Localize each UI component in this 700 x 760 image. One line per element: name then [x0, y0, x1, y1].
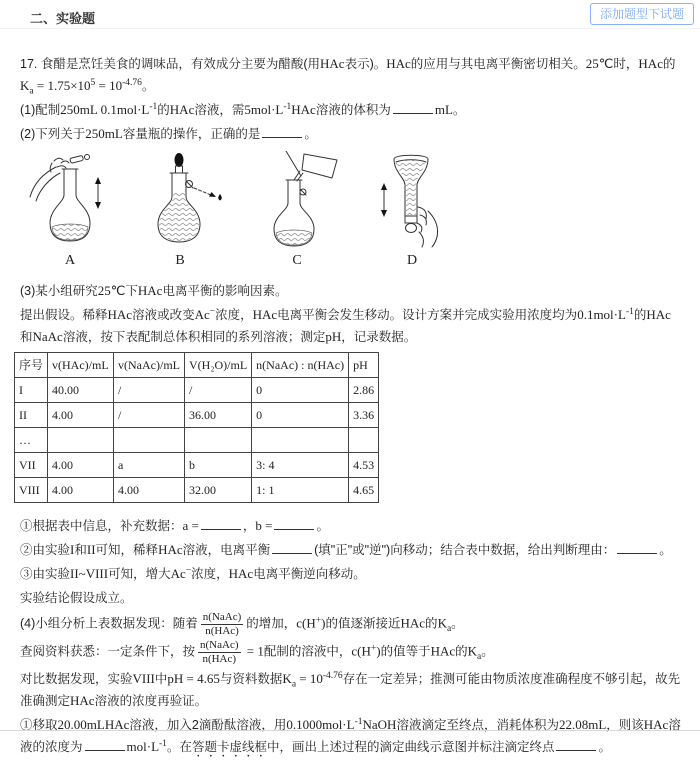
table-header-cell: v(NaAc)/mL: [114, 353, 185, 378]
answer-blank: [556, 737, 596, 751]
table-cell: II: [15, 403, 48, 428]
table-row: [15, 378, 379, 403]
table-row: [15, 428, 379, 453]
table-row: [15, 453, 379, 478]
table-cell: 0: [252, 403, 349, 428]
question-part4-reference: 查阅资料获悉：一定条件下，按 $\frac{\text{n(NaAc)}}{\text{n(HAc)}}$ = 1配制的溶液中，c(H+)的值等于HAc的$K_a$。: [20, 639, 494, 665]
question-part4-step1: ①移取20.00mLHAc溶液，加入2滴酚酞溶液，用$0.1000mol\cdot L^{-1}NaOH$溶液滴定至终点，消耗体积为22.08mL，则该HAc溶液的浓度为 $mol\cdot L^{-1}$。在答题卡虚线框中，画出上述过程的滴定曲线示意图并标注滴定终点 。: [20, 716, 681, 754]
table-cell: 2.86: [349, 378, 379, 403]
table-header-cell: V(H₂O)/mL: [185, 353, 252, 378]
fraction: $\frac{\text{n(NaAc)}}{\text{n(HAc)}}$: [202, 611, 242, 637]
question-part4-finding: (4)小组分析上表数据发现：随着 $\frac{\text{n(NaAc)}}{\text{n(HAc)}}$ 的增加，c(H+)的值逐渐接近HAc的$K_a$。: [20, 611, 464, 637]
page-header: [0, 0, 700, 29]
answer-blank: [617, 540, 657, 554]
experiment-conclusion: 实验结论假设成立。: [20, 591, 133, 605]
table-cell: VII: [15, 453, 48, 478]
answer-blank: [274, 516, 314, 530]
question-part3-hypothesis: 提出假设。稀释HAc溶液或改变Ac−浓度，HAc电离平衡会发生移动。设计方案并完成实验用浓度均为$0.1mol\cdot L^{-1}$的HAc和NaAc溶液，按下表配制总体积相同的系列溶液；测定pH，记录数据。: [20, 306, 671, 344]
flask-shaking-icon: [24, 151, 116, 249]
flask-label-d: D: [406, 253, 418, 268]
table-cell: I: [15, 378, 48, 403]
table-row: [15, 403, 379, 428]
table-cell: [48, 428, 114, 453]
table-cell: 4.00: [114, 478, 185, 503]
answer-blank: [272, 540, 312, 554]
table-cell: 4.00: [48, 403, 114, 428]
section-title: 二、实验题: [30, 11, 96, 26]
table-cell: [185, 428, 252, 453]
answer-blank: [393, 100, 433, 114]
table-cell: [349, 428, 379, 453]
table-header-cell: 序号: [15, 353, 48, 378]
answer-blank: [85, 737, 125, 751]
question-intro: 17. 食醋是烹饪美食的调味品，有效成分主要为醋酸(用HAc表示)。HAc的应用与其电离平衡密切相关。25℃时，HAc的$K_a = 1.75\times 10^5 = 10^{-4.76}$。: [20, 56, 676, 97]
table-cell: 4.65: [349, 478, 379, 503]
table-cell: 1: 1: [252, 478, 349, 503]
experiment-data-table: [14, 352, 379, 503]
table-header-cell: n(NaAc) : n(HAc): [252, 353, 349, 378]
question-part3-intro: (3)某小组研究25℃下HAc电离平衡的影响因素。: [20, 283, 288, 298]
subquestion-1: ①根据表中信息，补充数据：a = ，b = 。: [20, 518, 329, 533]
table-cell: [114, 428, 185, 453]
question-part1: (1)配制250mL $0.1mol\cdot L^{-1}$的HAc溶液，需$5mol\cdot L^{-1}HAc$溶液的体积为 mL。: [20, 101, 466, 117]
table-cell: /: [114, 378, 185, 403]
bottom-divider: [0, 730, 700, 731]
table-cell: 3.36: [349, 403, 379, 428]
fraction: $\frac{\text{n(NaAc)}}{\text{n(HAc)}}$: [200, 639, 239, 665]
answer-blank: [262, 124, 302, 138]
table-header-cell: v(HAc)/mL: [48, 353, 114, 378]
table-cell: /: [185, 378, 252, 403]
table-cell: a: [114, 453, 185, 478]
table-cell: 4.53: [349, 453, 379, 478]
flask-label-b: B: [175, 253, 185, 268]
subquestion-3: ③由实验II~VIII可知，增大Ac−浓度，HAc电离平衡逆向移动。: [20, 565, 366, 581]
table-cell: 32.00: [185, 478, 252, 503]
flask-stoppered-icon: [132, 151, 228, 249]
flask-label-a: A: [64, 253, 76, 268]
answer-blank: [201, 516, 241, 530]
question-body: [0, 29, 700, 760]
table-header-row: [15, 353, 379, 378]
flask-diagrams: [24, 151, 682, 272]
table-cell: /: [114, 403, 185, 428]
flask-pouring-icon: [244, 151, 350, 249]
table-cell: VIII: [15, 478, 48, 503]
table-cell: 3: 4: [252, 453, 349, 478]
flask-label-c: C: [292, 253, 302, 268]
flask-inverted-icon: [366, 151, 458, 249]
flask-diagram-b: [132, 151, 228, 272]
flask-diagram-c: [244, 151, 350, 272]
table-header-cell: pH: [349, 353, 379, 378]
table-cell: b: [185, 453, 252, 478]
question-part2: (2)下列关于250mL容量瓶的操作，正确的是 。: [20, 126, 317, 141]
table-row: [15, 478, 379, 503]
table-cell: 36.00: [185, 403, 252, 428]
flask-diagram-d: [366, 151, 458, 272]
table-cell: 4.00: [48, 478, 114, 503]
table-cell: [252, 428, 349, 453]
table-cell: …: [15, 428, 48, 453]
subquestion-2: ②由实验I和II可知，稀释HAc溶液，电离平衡 (填"正"或"逆")向移动；结合表中数据，给出判断理由： 。: [20, 542, 672, 557]
add-question-button[interactable]: 添加题型下试题: [590, 3, 694, 25]
flask-diagram-a: [24, 151, 116, 272]
question-part4-comparison: 对比数据发现，实验VIII中pH = 4.65与资料数据$K_a = 10^{-4.76}$存在一定差异；推测可能由物质浓度准确程度不够引起，故先准确测定HAc溶液的浓度再验证。: [20, 670, 681, 708]
table-cell: 4.00: [48, 453, 114, 478]
table-cell: 0: [252, 378, 349, 403]
table-cell: 40.00: [48, 378, 114, 403]
